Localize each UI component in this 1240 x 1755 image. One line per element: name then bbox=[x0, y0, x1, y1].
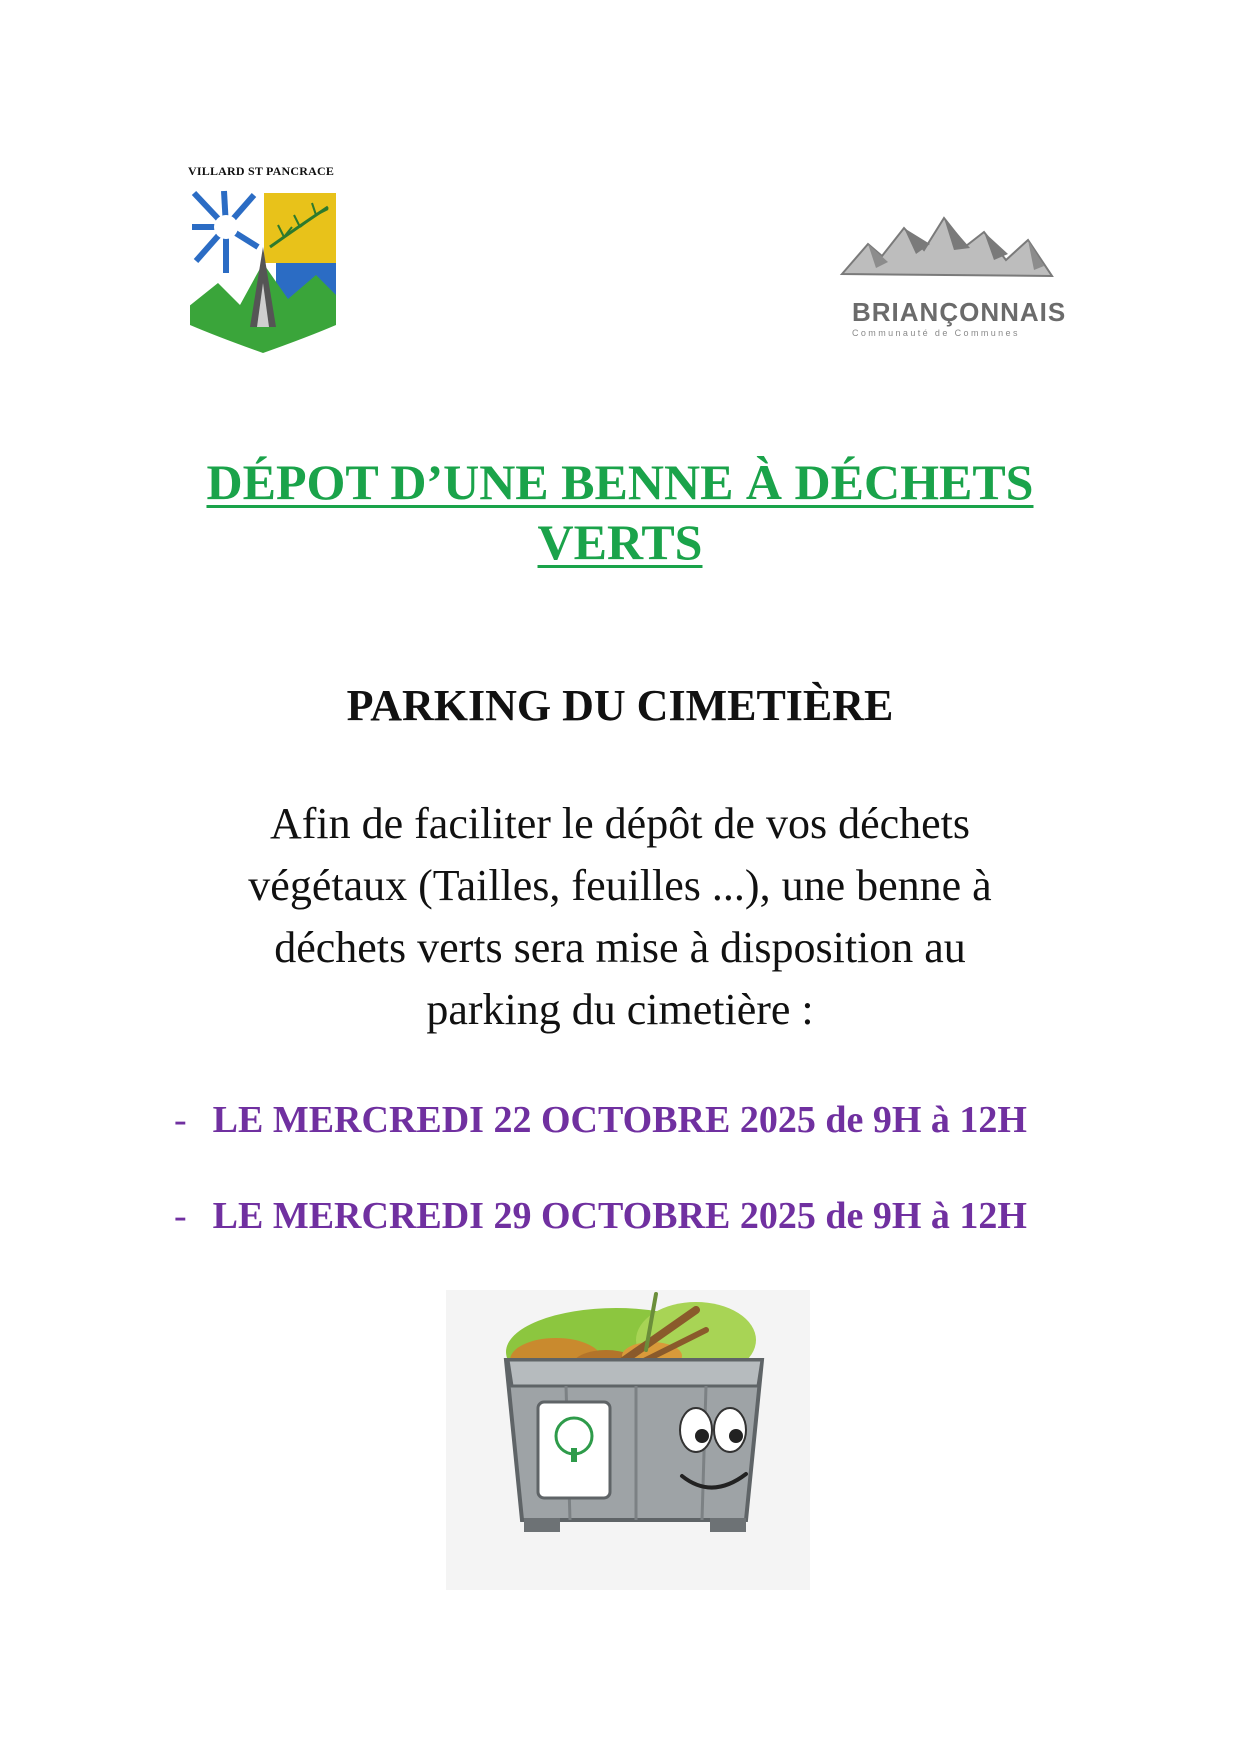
location-heading: PARKING DU CIMETIÈRE bbox=[346, 681, 894, 730]
date-text-2: LE MERCREDI 29 OCTOBRE 2025 de 9H à 12H bbox=[212, 1195, 1027, 1237]
mountains-icon bbox=[838, 210, 1058, 288]
body-paragraph bbox=[170, 793, 1070, 1041]
brianconnais-subtitle: Communauté de Communes bbox=[852, 328, 1020, 338]
title-line-2: VERTS bbox=[537, 514, 703, 570]
page-title bbox=[150, 452, 1090, 572]
body-line-3: déchets verts sera mise à disposition au bbox=[274, 923, 966, 972]
date-item-2 bbox=[174, 1194, 1027, 1238]
body-line-1: Afin de faciliter le dépôt de vos déchets bbox=[269, 799, 971, 848]
date-item-1 bbox=[174, 1098, 1027, 1142]
date-text-1: LE MERCREDI 22 OCTOBRE 2025 de 9H à 12H bbox=[212, 1099, 1027, 1141]
town-label: VILLARD ST PANCRACE bbox=[188, 164, 335, 178]
body-line-2: végétaux (Tailles, feuilles ...), une benne à bbox=[248, 861, 992, 910]
title-line-1: DÉPOT D’UNE BENNE À DÉCHETS bbox=[206, 454, 1034, 510]
brianconnais-logo bbox=[838, 210, 1068, 338]
coat-of-arms-icon bbox=[188, 187, 338, 355]
date-bullet-1: - bbox=[174, 1099, 187, 1141]
green-waste-bin-icon bbox=[446, 1290, 810, 1590]
date-bullet-2: - bbox=[174, 1195, 187, 1237]
villard-logo bbox=[188, 164, 358, 360]
brianconnais-name: BRIANÇONNAIS bbox=[852, 297, 1067, 327]
body-line-4: parking du cimetière : bbox=[426, 985, 814, 1034]
